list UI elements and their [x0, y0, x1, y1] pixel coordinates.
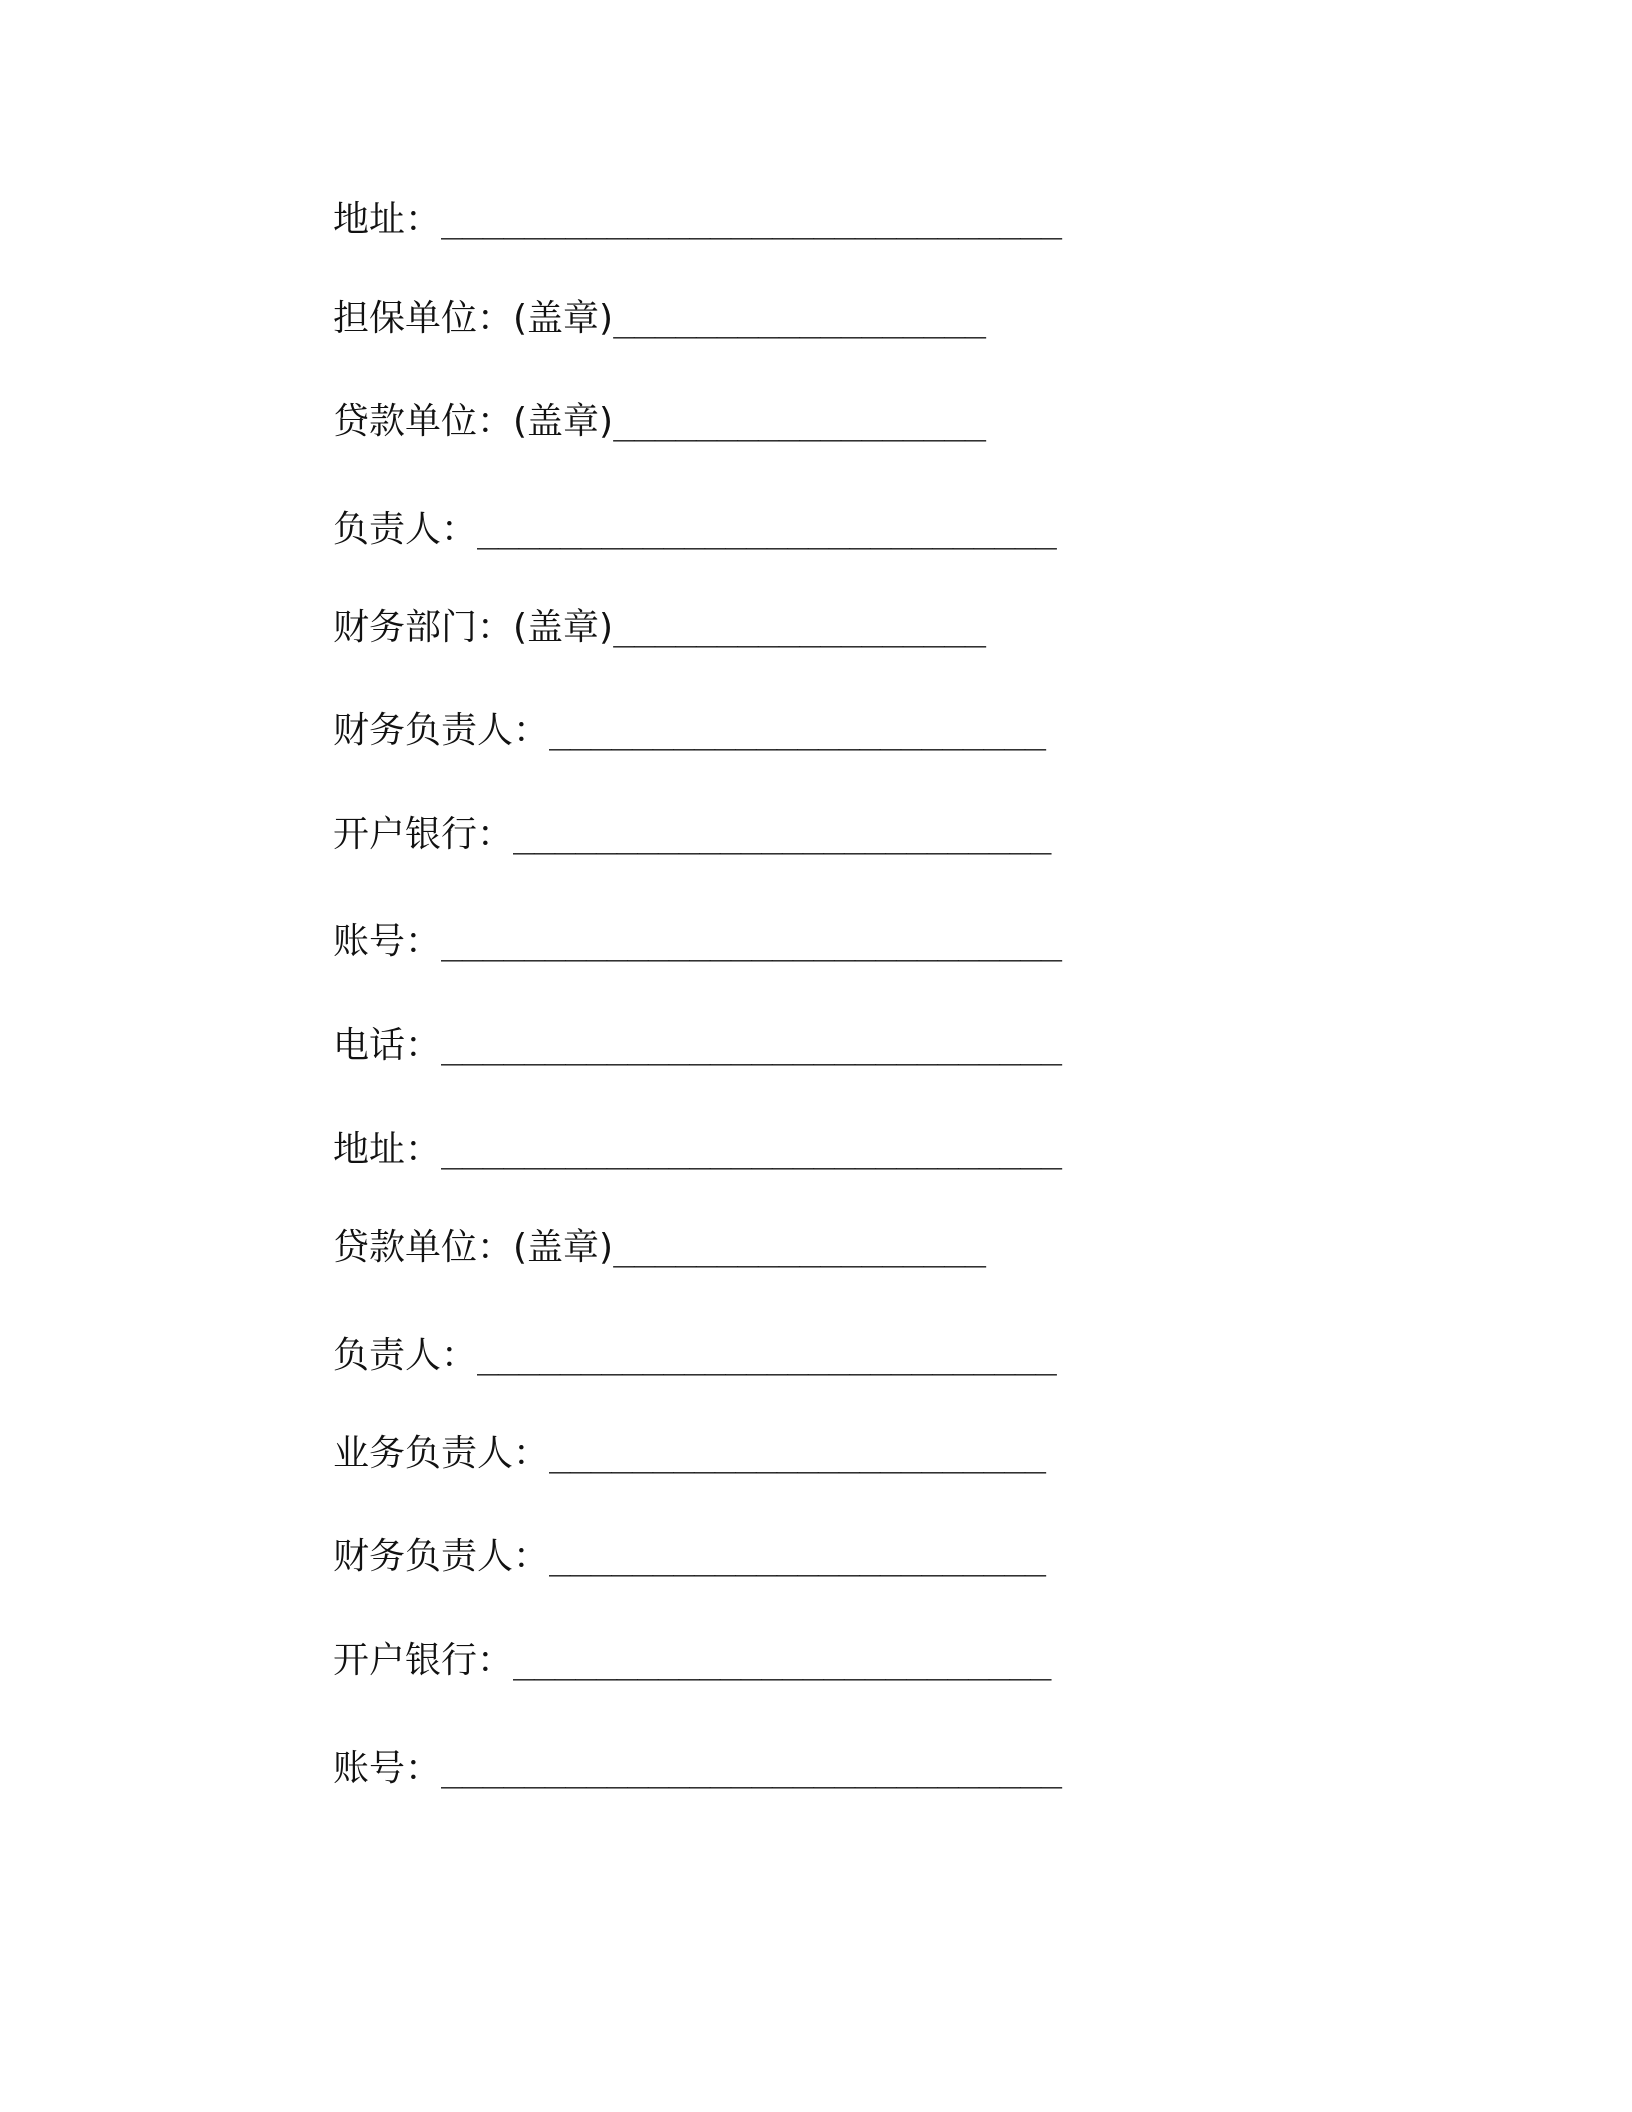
field-label: 贷款单位：(盖章): [333, 1227, 614, 1268]
fill-in-blank: ______________________________: [441, 921, 1062, 962]
field-bank-2: [333, 1637, 1051, 1685]
fill-in-blank: ________________________: [549, 710, 1046, 751]
field-label: 财务部门：(盖章): [333, 607, 614, 648]
fill-in-blank: __________________: [613, 1227, 986, 1268]
fill-in-blank: __________________: [613, 401, 986, 442]
fill-in-blank: __________________________: [513, 814, 1051, 855]
field-account-1: [333, 918, 1061, 966]
fill-in-blank: ________________________: [549, 1536, 1046, 1577]
fill-in-blank: ______________________________: [441, 1748, 1062, 1789]
field-label: 负责人：: [333, 1335, 478, 1376]
field-phone: [333, 1022, 1061, 1070]
field-person-in-charge-2: [333, 1332, 1056, 1380]
field-business-manager: [333, 1430, 1045, 1478]
field-label: 地址：: [333, 199, 442, 240]
field-label: 业务负责人：: [333, 1433, 550, 1474]
field-label: 账号：: [333, 921, 442, 962]
field-finance-manager-1: [333, 707, 1045, 755]
field-address-1: [333, 196, 1061, 244]
fill-in-blank: __________________: [613, 298, 986, 339]
field-label: 账号：: [333, 1748, 442, 1789]
fill-in-blank: ______________________________: [441, 1129, 1062, 1170]
field-lending-unit-1: [333, 398, 985, 446]
field-label: 负责人：: [333, 509, 478, 550]
fill-in-blank: __________________: [613, 607, 986, 648]
field-label: 地址：: [333, 1129, 442, 1170]
field-lending-unit-2: [333, 1224, 985, 1272]
field-label: 开户银行：: [333, 1640, 514, 1681]
field-label: 财务负责人：: [333, 710, 550, 751]
field-label: 财务负责人：: [333, 1536, 550, 1577]
field-bank-1: [333, 811, 1051, 859]
field-person-in-charge-1: [333, 506, 1056, 554]
field-guarantor-unit: [333, 295, 985, 343]
field-address-2: [333, 1126, 1061, 1174]
fill-in-blank: ________________________: [549, 1433, 1046, 1474]
field-account-2: [333, 1745, 1061, 1793]
field-label: 贷款单位：(盖章): [333, 401, 614, 442]
fill-in-blank: __________________________: [513, 1640, 1051, 1681]
field-label: 开户银行：: [333, 814, 514, 855]
field-label: 电话：: [333, 1025, 442, 1066]
fill-in-blank: ____________________________: [477, 1335, 1056, 1376]
fill-in-blank: ______________________________: [441, 1025, 1062, 1066]
field-label: 担保单位：(盖章): [333, 298, 614, 339]
fill-in-blank: ______________________________: [441, 199, 1062, 240]
field-finance-manager-2: [333, 1533, 1045, 1581]
fill-in-blank: ____________________________: [477, 509, 1056, 550]
field-finance-department: [333, 604, 985, 652]
